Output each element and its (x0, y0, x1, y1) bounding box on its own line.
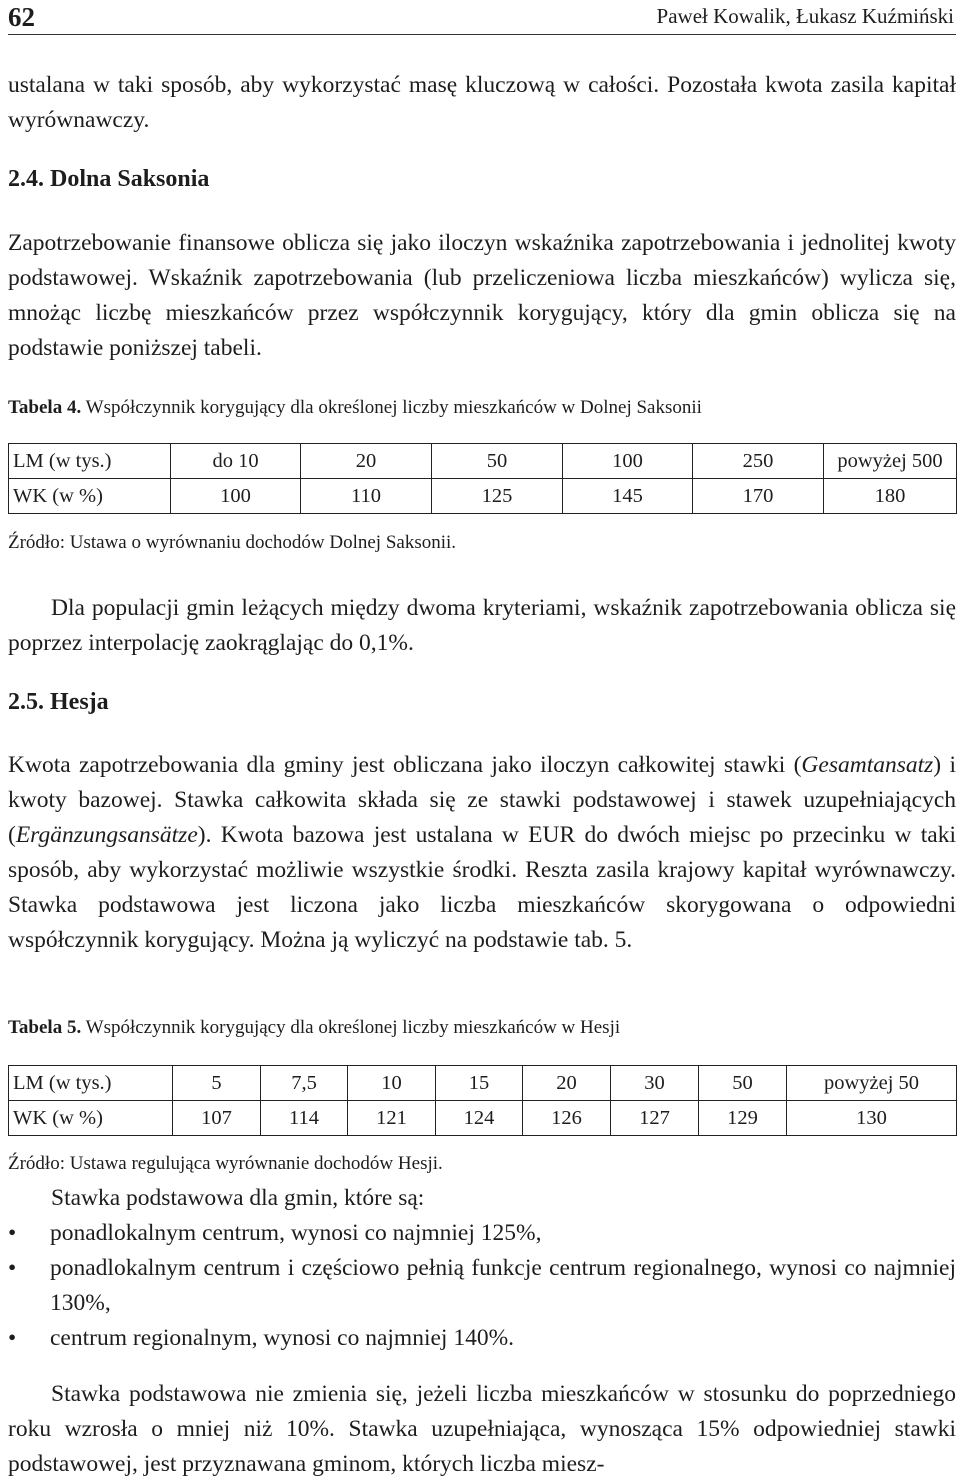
running-header (8, 0, 956, 35)
table-cell: powyżej 50 (787, 1066, 957, 1101)
section-heading-2-4: 2.4. Dolna Saksonia (8, 166, 210, 192)
bullet-marker: • (8, 1220, 17, 1246)
intro-paragraph: ustalana w taki sposób, aby wykorzystać masę kluczową w całości. Pozostała kwota zasila kapitał wyrównawczy. (8, 72, 956, 133)
interpolation-paragraph: Dla populacji gmin leżących między dwoma kryteriami, wskaźnik zapotrzebowania oblicza się poprzez interpolację zaokrąglając do 0,1%. (8, 595, 956, 656)
table-cell: 145 (563, 479, 693, 514)
table-cell: 110 (301, 479, 432, 514)
table-4 (8, 443, 957, 514)
bullet-marker: • (8, 1255, 17, 1281)
list-item (8, 1321, 956, 1356)
table-5-caption-text: Współczynnik korygujący dla określonej liczby mieszkańców w Hesji (85, 1017, 621, 1038)
table-cell: 129 (699, 1101, 787, 1136)
table-cell: 15 (436, 1066, 523, 1101)
table-row (9, 1066, 957, 1101)
table-5-label: Tabela 5. (8, 1017, 82, 1038)
bullet-list (8, 1216, 956, 1356)
table-5 (8, 1065, 957, 1136)
table-cell: 20 (301, 444, 432, 479)
section-2-5-paragraph (8, 748, 956, 958)
section-heading-2-5: 2.5. Hesja (8, 689, 109, 715)
table-row (9, 479, 957, 514)
paragraph-text: ) i kwoty bazowej. Stawka całkowita składa się ze stawki podstawowej i stawek uzupełniających ( (8, 752, 956, 848)
table-cell: 170 (693, 479, 824, 514)
table-row (9, 444, 957, 479)
table-cell: 125 (432, 479, 563, 514)
base-rate-intro: Stawka podstawowa dla gmin, które są: (51, 1185, 425, 1211)
paragraph-text: Kwota zapotrzebowania dla gminy jest obliczana jako iloczyn całkowitej stawki ( (8, 752, 802, 778)
table-5-caption (8, 1017, 620, 1039)
table-cell: 10 (348, 1066, 436, 1101)
table-cell: 124 (436, 1101, 523, 1136)
term-gesamtansatz: Gesamtansatz (801, 752, 934, 778)
table-cell: do 10 (171, 444, 301, 479)
table-cell: powyżej 500 (824, 444, 957, 479)
table-cell: 50 (432, 444, 563, 479)
table-4-source: Źródło: Ustawa o wyrównaniu dochodów Dolnej Saksonii. (8, 532, 457, 553)
table-4-caption-text: Współczynnik korygujący dla określonej liczby mieszkańców w Dolnej Saksonii (85, 397, 702, 418)
table-4-label: Tabela 4. (8, 397, 82, 418)
table-cell: 7,5 (261, 1066, 348, 1101)
table-cell: 250 (693, 444, 824, 479)
table-cell: 30 (611, 1066, 699, 1101)
list-item-text: ponadlokalnym centrum, wynosi co najmniej 125%, (50, 1220, 542, 1246)
table-cell: 50 (699, 1066, 787, 1101)
paragraph-text: ). Kwota bazowa jest ustalana w EUR do dwóch miejsc po przecinku w taki sposób, aby wykorzystać możliwie wszystkie środki. Reszta zasila krajowy kapitał wyrównawczy. Stawka podstawowa jest liczona jako liczba mieszkańców skorygowana o odpowiedni współczynnik korygujący. Można ją wyliczyć na podstawie tab. 5. (8, 822, 956, 953)
table-cell: WK (w %) (9, 479, 171, 514)
list-item-text: ponadlokalnym centrum i częściowo pełnią funkcje centrum regionalnego, wynosi co najmniej 130%, (50, 1255, 956, 1316)
table-cell: LM (w tys.) (9, 444, 171, 479)
page-number: 62 (8, 2, 35, 32)
table-cell: WK (w %) (9, 1101, 173, 1136)
list-item (8, 1216, 956, 1251)
bullet-marker: • (8, 1325, 17, 1351)
table-cell: 107 (173, 1101, 261, 1136)
table-cell: 130 (787, 1101, 957, 1136)
table-cell: LM (w tys.) (9, 1066, 173, 1101)
list-item-text: centrum regionalnym, wynosi co najmniej 140%. (50, 1325, 515, 1351)
list-item (8, 1251, 956, 1321)
table-cell: 127 (611, 1101, 699, 1136)
table-cell: 5 (173, 1066, 261, 1101)
table-cell: 114 (261, 1101, 348, 1136)
table-row (9, 1101, 957, 1136)
table-cell: 100 (171, 479, 301, 514)
table-cell: 180 (824, 479, 957, 514)
table-cell: 126 (523, 1101, 611, 1136)
running-header-authors: Paweł Kowalik, Łukasz Kuźmiński (656, 4, 954, 28)
closing-paragraph: Stawka podstawowa nie zmienia się, jeżeli liczba mieszkańców w stosunku do poprzedniego roku wzrosła o mniej niż 10%. Stawka uzupełniająca, wynosząca 15% odpowiedniej stawki podstawowej, jest przyznawana gminom, których liczba miesz- (8, 1381, 956, 1477)
table-cell: 100 (563, 444, 693, 479)
table-cell: 121 (348, 1101, 436, 1136)
section-2-4-paragraph: Zapotrzebowanie finansowe oblicza się jako iloczyn wskaźnika zapotrzebowania i jednolitej kwoty podstawowej. Wskaźnik zapotrzebowania (lub przeliczeniowa liczba mieszkańców) wylicza się, mnożąc liczbę mieszkańców przez współczynnik korygujący, który dla gmin oblicza się na podstawie poniższej tabeli. (8, 230, 956, 361)
table-4-caption (8, 397, 702, 419)
term-erganzungsansatze: Ergänzungsansätze (15, 822, 198, 848)
table-5-source: Źródło: Ustawa regulująca wyrównanie dochodów Hesji. (8, 1153, 443, 1174)
table-cell: 20 (523, 1066, 611, 1101)
